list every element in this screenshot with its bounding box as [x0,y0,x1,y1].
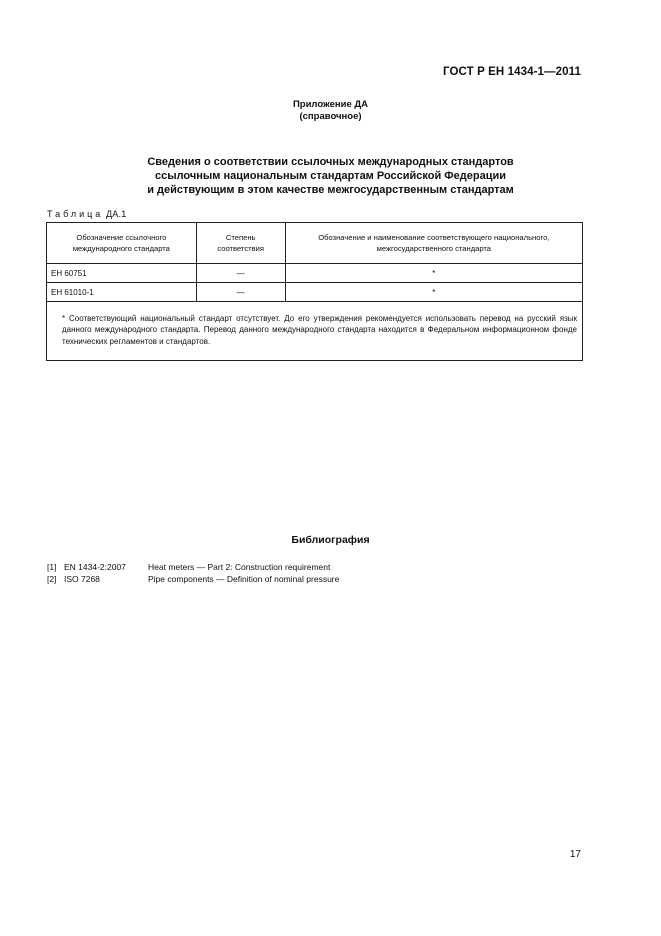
cell-degree: — [196,283,285,302]
column-header-line: Обозначение и наименование соответствующего национального, [318,233,550,242]
bibliography-item [47,561,339,573]
annex-heading [0,99,661,123]
bibliography-item-title: Heat meters — Part 2: Construction requirement [148,562,331,572]
column-header-line: международного стандарта [72,244,170,253]
table-header-row [47,223,583,264]
cell-reference: ЕН 61010-1 [47,283,197,302]
bibliography-item [47,573,339,585]
table-row [47,283,583,302]
bibliography-number: [1] [47,562,57,572]
column-header-line: Обозначение ссылочного [76,233,167,242]
correspondence-table [46,222,583,361]
column-header-national [285,223,582,264]
section-title-line-3: и действующим в этом качестве межгосударственным стандартам [147,184,514,196]
column-header-line: Степень [225,233,256,242]
bibliography-list [47,561,339,585]
table-footnote-row [47,302,583,361]
bibliography-title: Библиография [291,534,370,546]
annex-title: Приложение ДА [292,99,369,110]
cell-national: * [285,283,582,302]
bibliography-number: [2] [47,574,57,584]
page-number: 17 [569,849,581,860]
table-caption [47,209,126,219]
bibliography-item-title: Pipe components — Definition of nominal pressure [148,574,340,584]
column-header-reference [47,223,197,264]
document-code: ГОСТ Р ЕН 1434-1—2011 [443,66,581,78]
table-row [47,264,583,283]
table-caption-prefix: Таблица [47,209,104,219]
column-header-degree [196,223,285,264]
column-header-line: соответствия [217,244,264,253]
column-header-line: межгосударственного стандарта [376,244,492,253]
section-title-line-2: ссылочным национальным стандартам Российской Федерации [154,170,507,182]
section-title-line-1: Сведения о соответствии ссылочных международных стандартов [147,156,514,168]
section-title [60,155,601,197]
cell-reference: ЕН 60751 [47,264,197,283]
bibliography-reference: EN 1434-2:2007 [64,562,126,572]
table-footnote [47,302,583,361]
bibliography-reference: ISO 7268 [64,574,100,584]
annex-subtitle: (справочное) [299,111,362,122]
cell-degree: — [196,264,285,283]
table-footnote-text: * Соответствующий национальный стандарт отсутствует. До его утверждения рекомендуется использовать перевод на русский язык данного международного стандарта. Перевод данного международного стандарта находится в Федеральном информационном фонде технических регламентов и стандартов. [62,313,577,346]
cell-national: * [285,264,582,283]
table-caption-number: ДА.1 [106,209,127,219]
